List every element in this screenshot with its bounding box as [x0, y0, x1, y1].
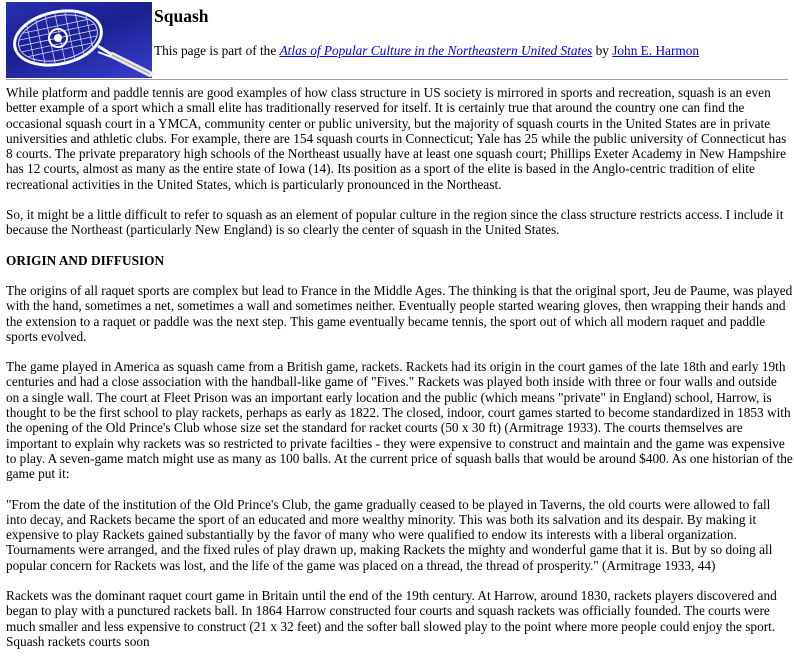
- article-body: [6, 85, 793, 664]
- rackets-paragraph: The game played in America as squash came from a British game, rackets. Rackets had its origin in the court games of the late 18th and early 19th centuries and had a close association with the handball-like game of "Fives." Rackets was played both inside with three or four walls and outside on a single wall. The court at Fleet Prison was an important early location and the public (which means "private" in England) school, Harrow, is thought to be the first school to play rackets, perhaps as early as 1822. The closed, indoor, court games started to become standardized in 1853 with the opening of the Old Prince's Club whose size set the standard for racket courts (50 x 30 ft) (Armitrage 1933). The courts themselves are important to explain why rackets was so restricted to private facilties - they were expensive to construct and maintain and the game was expensive to play. A seven-game match might use as many as 100 balls. At the current price of squash balls that would be around $400. As one historian of the game put it:: [6, 359, 793, 482]
- page-title: Squash: [154, 6, 209, 26]
- byline: [154, 43, 699, 58]
- squash-rackets-paragraph: Rackets was the dominant raquet court game in Britain until the end of the 19th century. At Harrow, around 1830, rackets players discovered and began to play with a punctured rackets ball. In 1864 Harrow constructed four courts and squash rackets was officially founded. The courts were much smaller and less expensive to construct (21 x 32 feet) and the softer ball slowed play to the point where more people could enjoy the sport. Squash rackets courts soon: [6, 588, 777, 649]
- byline-by: by: [592, 43, 613, 58]
- atlas-link[interactable]: Atlas of Popular Culture in the Northeastern United States: [279, 43, 593, 58]
- section-heading-origin: ORIGIN AND DIFFUSION: [6, 252, 165, 268]
- header-divider: [6, 79, 788, 81]
- byline-prefix: This page is part of the: [154, 43, 280, 58]
- page-header: [0, 0, 794, 78]
- popular-culture-paragraph: So, it might be a little difficult to refer to squash as an element of popular culture in the region since the class structure restricts access. I include it because the Northeast (particularly New England) is so clearly the center of squash in the United States.: [6, 207, 784, 238]
- intro-paragraph: While platform and paddle tennis are good examples of how class structure in US society is mirrored in sports and recreation, squash is an even better example of a sport which a small elite has traditionally reserved for itself. It is certainly true that around the country one can find the occasional squash court in a YMCA, community center or public university, but the majority of squash courts in the United States are in private universities and athletic clubs. For example, there are 154 squash courts in Connecticut; Yale has 25 while the public university of Connecticut has 8 courts. The private preparatory high schools of the Northeast usually have at least one squash court; Phillips Exeter Academy in New Hampshire has 12 courts, almost as many as the entire state of Iowa (14). Its position as a sport of the elite is based in the Anglo-centric tradition of elite recreational activities in the United States, which is particularly pronounced in the Northeast.: [6, 85, 787, 192]
- squash-racket-icon: [6, 2, 152, 78]
- origins-paragraph: The origins of all raquet sports are complex but lead to France in the Middle Ages. The thinking is that the original sport, Jeu de Paume, was played with the hand, sometimes a net, sometimes a wall and sometimes neither. Eventually people started wearing gloves, then wrapping their hands and the extension to a raquet or paddle was the next step. This game eventually became tennis, the sport out of which all modern raquet and paddle sports evolved.: [6, 282, 793, 344]
- author-link[interactable]: John E. Harmon: [612, 43, 700, 58]
- squash-racket-drawing: [6, 2, 152, 78]
- historian-quote: "From the date of the institution of the Old Prince's Club, the game gradually ceased to be played in Taverns, the old courts were allowed to fall into decay, and Rackets became the sport of an educated and more wealthy minority. This was both its salvation and its despair. By making it expensive to play Rackets gained substantially by the favor of many who were qualified to endow its interests with a liberal organization. Tournaments were arranged, and the fixed rules of play drawn up, making Rackets the mighty and wonderful game that it is. But by so doing all popular concern for Rackets was lost, and the life of the game was placed on a thread, the thread of prosperity." (Armitrage 1933, 44): [6, 496, 773, 573]
